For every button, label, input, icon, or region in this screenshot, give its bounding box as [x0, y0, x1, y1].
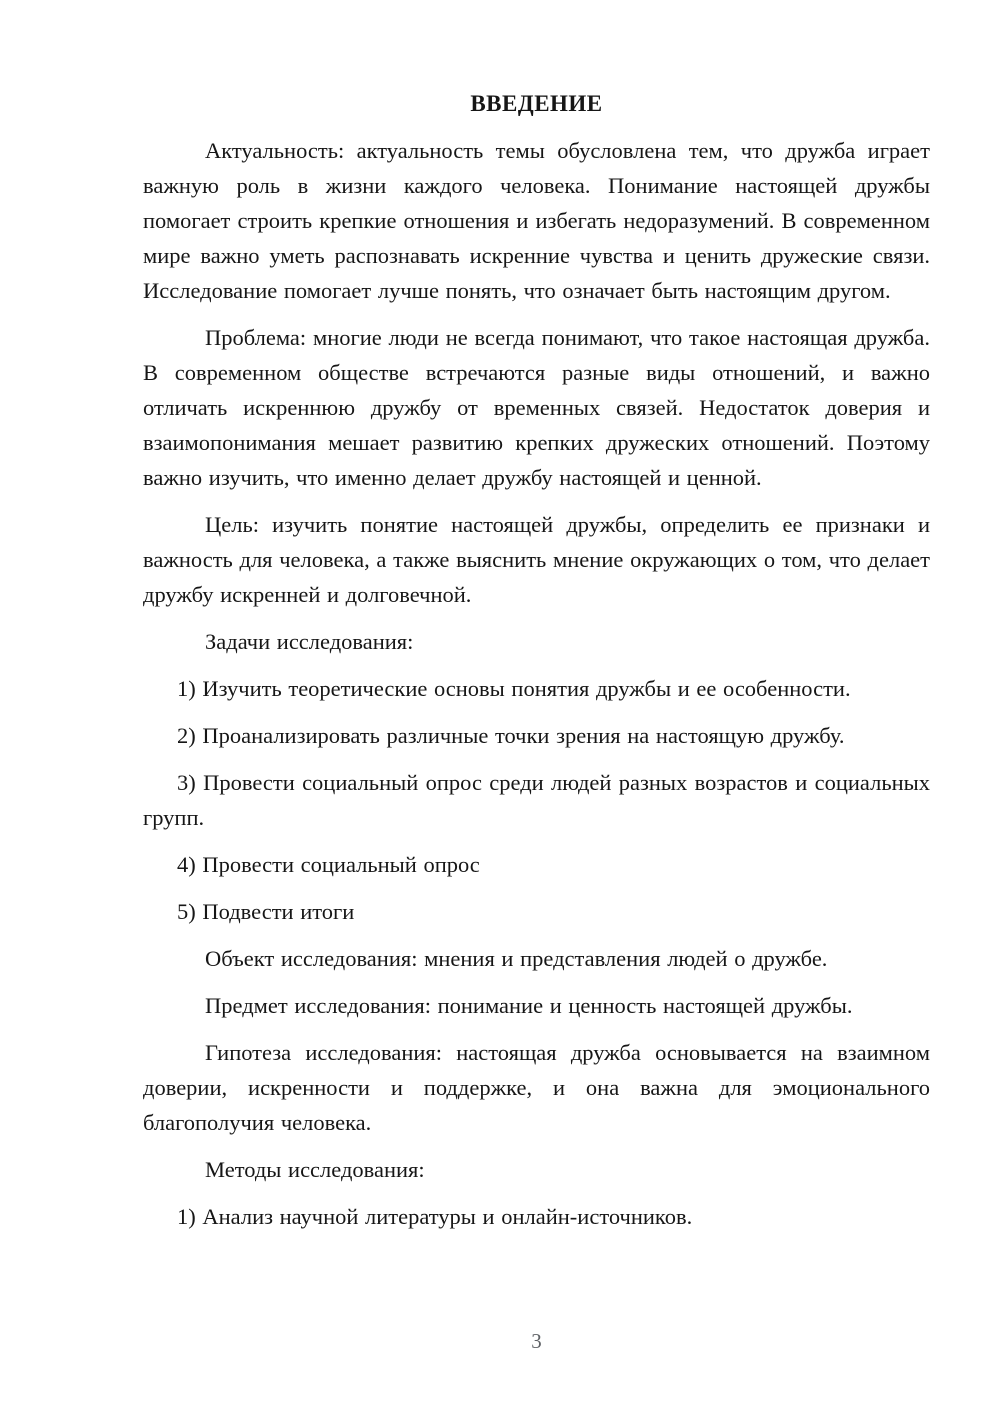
task-list-item-4: 4) Провести социальный опрос — [177, 852, 480, 877]
method-list-item-1: 1) Анализ научной литературы и онлайн-источников. — [177, 1204, 693, 1229]
paragraph-research-subject: Предмет исследования: понимание и ценность настоящей дружбы. — [205, 993, 853, 1018]
paragraph-goal: Цель: изучить понятие настоящей дружбы, определить ее признаки и важность для человека, а также выяснить мнение окружающих о том, что делает дружбу искренней и долговечной. — [143, 512, 930, 607]
page-number: 3 — [531, 1329, 542, 1353]
task-list-item-1: 1) Изучить теоретические основы понятия дружбы и ее особенности. — [177, 676, 851, 701]
task-list-item-2: 2) Проанализировать различные точки зрения на настоящую дружбу. — [177, 723, 845, 748]
task-list-item-5: 5) Подвести итоги — [177, 899, 355, 924]
paragraph-relevance: Актуальность: актуальность темы обусловлена тем, что дружба играет важную роль в жизни каждого человека. Понимание настоящей дружбы помогает строить крепкие отношения и избегать недоразумений. В современном мире важно уметь распознавать искренние чувства и ценить дружеские связи. Исследование помогает лучше понять, что означает быть настоящим другом. — [143, 138, 930, 303]
document-content — [143, 86, 930, 1246]
paragraph-research-object: Объект исследования: мнения и представления людей о дружбе. — [205, 946, 828, 971]
paragraph-hypothesis: Гипотеза исследования: настоящая дружба основывается на взаимном доверии, искренности и поддержке, и она важна для эмоционального благополучия человека. — [143, 1040, 930, 1135]
paragraph-methods-heading: Методы исследования: — [205, 1157, 425, 1182]
task-list-item-3: 3) Провести социальный опрос среди людей разных возрастов и социальных групп. — [143, 770, 930, 830]
page-title: ВВЕДЕНИЕ — [470, 91, 603, 116]
paragraph-tasks-heading: Задачи исследования: — [205, 629, 414, 654]
paragraph-problem: Проблема: многие люди не всегда понимают, что такое настоящая дружба. В современном обществе встречаются разные виды отношений, и важно отличать искреннюю дружбу от временных связей. Недостаток доверия и взаимопонимания мешает развитию крепких дружеских отношений. Поэтому важно изучить, что именно делает дружбу настоящей и ценной. — [143, 325, 930, 490]
